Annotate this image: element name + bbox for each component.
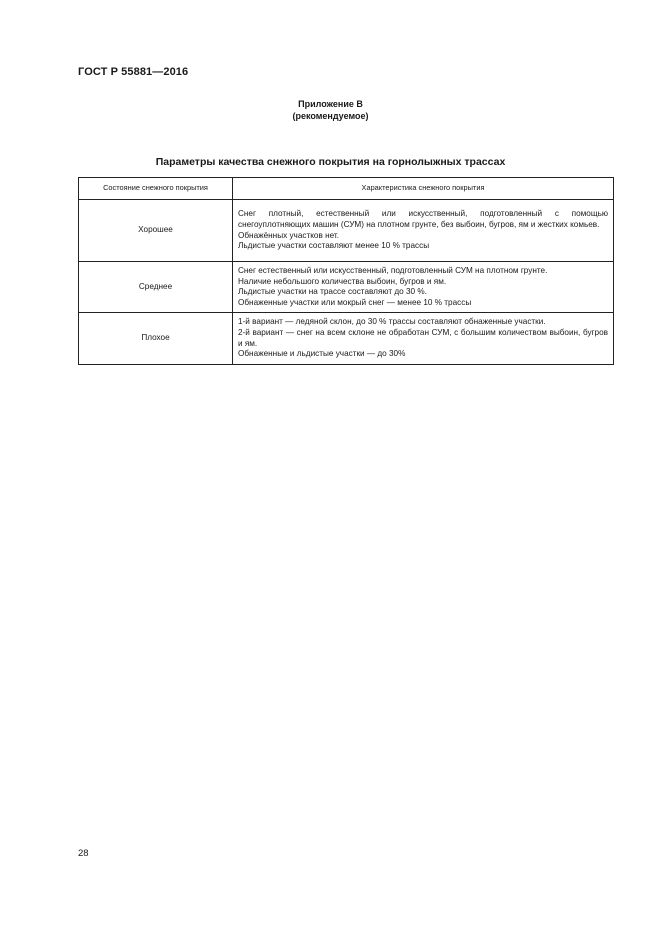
page-number: 28 (78, 848, 89, 859)
description-cell (233, 313, 614, 364)
description-line: Снег плотный, естественный или искусственный, подготовленный с помощью снегоуплотняющих машин (СУМ) на плотном грунте, без выбоин, бугров, ям и жестких комьев. (238, 209, 608, 229)
table-row (79, 200, 614, 262)
snow-quality-table (78, 177, 614, 365)
table-title: Параметры качества снежного покрытия на горнолыжных трассах (155, 156, 506, 168)
description-line: Снег естественный или искусственный, подготовленный СУМ на плотном грунте. (238, 266, 548, 275)
appendix-title: Приложение В (298, 99, 363, 109)
description-line: Обнажённых участков нет. (238, 230, 339, 240)
description-line: 1-й вариант — ледяной склон, до 30 % трассы составляют обнаженные участки. (238, 317, 546, 327)
appendix-subtitle: (рекомендуемое) (292, 111, 369, 121)
state-cell: Среднее (79, 262, 233, 313)
description-line: Льдистые участки на трассе составляют до 30 %. (238, 287, 427, 297)
table-header-row (79, 178, 614, 200)
table-row (79, 262, 614, 313)
description-line: Обнаженные участки или мокрый снег — менее 10 % трассы (238, 297, 472, 307)
column-header-state: Состояние снежного покрытия (79, 178, 233, 200)
description-line: Наличие небольшого количества выбоин, бугров и ям. (238, 276, 447, 286)
description-cell (233, 262, 614, 313)
state-cell: Плохое (79, 313, 233, 364)
description-line: Льдистые участки составляют менее 10 % трассы (238, 241, 430, 251)
document-code: ГОСТ Р 55881—2016 (78, 66, 189, 78)
table-row (79, 313, 614, 364)
description-line: Обнаженные и льдистые участки — до 30% (238, 349, 406, 359)
state-cell: Хорошее (79, 200, 233, 262)
column-header-characteristic: Характеристика снежного покрытия (233, 178, 614, 200)
description-line: 2-й вариант — снег на всем склоне не обработан СУМ, с большим количеством выбоин, бугров и ям. (238, 327, 608, 348)
description-cell (233, 200, 614, 262)
